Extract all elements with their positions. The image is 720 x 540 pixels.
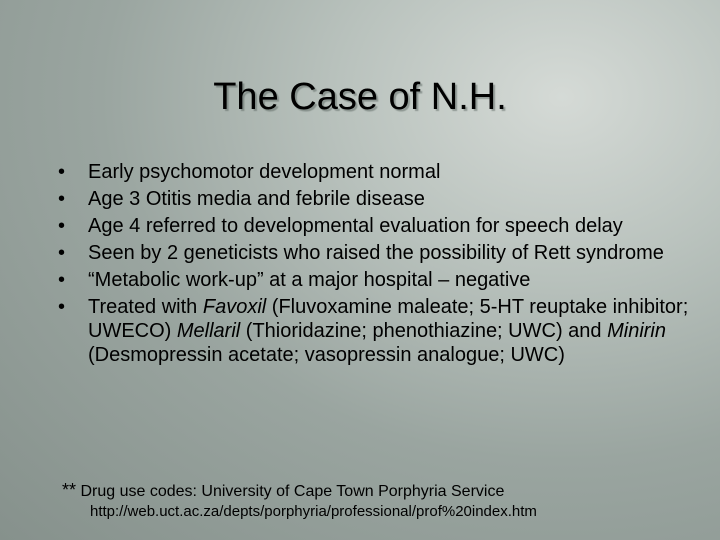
bullet-text: Seen by 2 geneticists who raised the possibility of Rett syndrome [88,242,664,264]
bullet-item-treatment [58,295,698,367]
bullet-icon: • [58,296,66,318]
bullet-item [58,268,698,292]
drug-detail: (Thioridazine; phenothiazine; UWC) and [240,320,608,342]
bullet-item [58,160,698,184]
bullet-icon: • [58,161,66,183]
footnote-text: Drug use codes: University of Cape Town Porphyria Service [76,483,505,500]
bullet-text: Age 3 Otitis media and febrile disease [88,188,425,210]
bullet-icon: • [58,188,66,210]
bullet-text: Age 4 referred to developmental evaluation for speech delay [88,215,623,237]
footnote-url-link[interactable]: http://web.uct.ac.za/depts/porphyria/professional/prof%20index.htm [90,503,537,520]
bullet-item [58,214,698,238]
bullet-item [58,187,698,211]
treatment-prefix: Treated with [88,296,203,318]
footnote [62,480,712,522]
drug-detail: (Fluvoxamine maleate; 5-HT reuptake inhibitor; UWECO) [88,296,689,342]
bullet-text: Early psychomotor development normal [88,161,441,183]
bullet-icon: • [58,242,66,264]
bullet-list [58,160,698,370]
slide-title: The Case of N.H. [213,76,507,118]
footnote-marker: ** [62,480,77,500]
bullet-item [58,241,698,265]
bullet-text: “Metabolic work-up” at a major hospital – negative [88,269,531,291]
drug-name-favoxil: Favoxil [202,296,267,318]
drug-name-mellaril: Mellaril [176,320,241,342]
bullet-icon: • [58,269,66,291]
bullet-icon: • [58,215,66,237]
drug-name-minirin: Minirin [607,320,666,342]
drug-detail: (Desmopressin acetate; vasopressin analogue; UWC) [88,344,565,366]
